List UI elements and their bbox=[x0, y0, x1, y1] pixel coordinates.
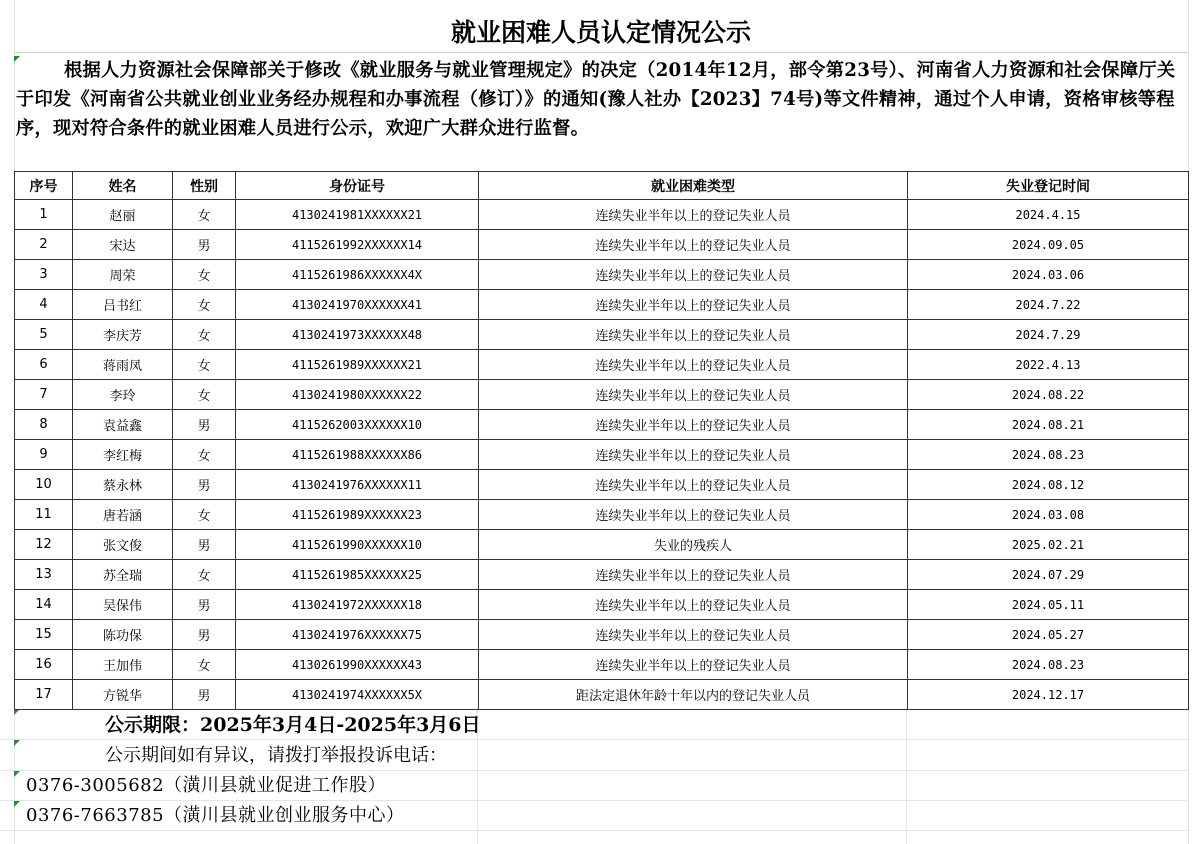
header-id-number: 身份证号 bbox=[236, 172, 479, 200]
cell-difficulty-type: 连续失业半年以上的登记失业人员 bbox=[479, 440, 908, 470]
cell-name: 吕书红 bbox=[73, 290, 173, 320]
header-name: 姓名 bbox=[73, 172, 173, 200]
header-registration-date: 失业登记时间 bbox=[908, 172, 1189, 200]
cell-name: 张文俊 bbox=[73, 530, 173, 560]
grid-line bbox=[0, 739, 1188, 740]
cell-id-number: 4130241981XXXXXX21 bbox=[236, 200, 479, 230]
cell-registration-date: 2024.7.22 bbox=[908, 290, 1189, 320]
cell-difficulty-type: 连续失业半年以上的登记失业人员 bbox=[479, 470, 908, 500]
header-difficulty-type: 就业困难类型 bbox=[479, 172, 908, 200]
table-row bbox=[15, 350, 1189, 380]
cell-registration-date: 2024.12.17 bbox=[908, 680, 1189, 710]
cell-name: 吴保伟 bbox=[73, 590, 173, 620]
cell-gender: 女 bbox=[173, 290, 236, 320]
cell-registration-date: 2024.03.08 bbox=[908, 500, 1189, 530]
cell-difficulty-type: 连续失业半年以上的登记失业人员 bbox=[479, 650, 908, 680]
cell-registration-date: 2024.08.23 bbox=[908, 440, 1189, 470]
table-row bbox=[15, 260, 1189, 290]
cell-gender: 男 bbox=[173, 470, 236, 500]
cell-id-number: 4130241980XXXXXX22 bbox=[236, 380, 479, 410]
table-row bbox=[15, 230, 1189, 260]
notice-period: 公示期限：2025年3月4日-2025年3月6日 bbox=[105, 714, 481, 736]
cell-difficulty-type: 连续失业半年以上的登记失业人员 bbox=[479, 350, 908, 380]
cell-gender: 女 bbox=[173, 650, 236, 680]
table-row bbox=[15, 590, 1189, 620]
cell-registration-date: 2024.08.21 bbox=[908, 410, 1189, 440]
cell-difficulty-type: 连续失业半年以上的登记失业人员 bbox=[479, 200, 908, 230]
cell-gender: 男 bbox=[173, 680, 236, 710]
intro-paragraph: 根据人力资源社会保障部关于修改《就业服务与就业管理规定》的决定（2014年12月，部令第23号）、河南省人力资源和社会保障厅关于印发《河南省公共就业创业业务经办规程和办事流程（修订）》的通知(豫人社办【2023】74号)等文件精神，通过个人申请，资格审核等程序，现对符合条件的就业困难人员进行公示，欢迎广大群众进行监督。 bbox=[16, 60, 1176, 139]
table-row bbox=[15, 410, 1189, 440]
cell-gender: 女 bbox=[173, 350, 236, 380]
cell-registration-date: 2024.09.05 bbox=[908, 230, 1189, 260]
cell-gender: 女 bbox=[173, 200, 236, 230]
cell-registration-date: 2024.05.27 bbox=[908, 620, 1189, 650]
cell-index: 10 bbox=[15, 470, 73, 500]
cell-name: 李庆芳 bbox=[73, 320, 173, 350]
cell-gender: 女 bbox=[173, 320, 236, 350]
cell-name: 蒋雨凤 bbox=[73, 350, 173, 380]
cell-gender: 男 bbox=[173, 620, 236, 650]
cell-registration-date: 2024.08.22 bbox=[908, 380, 1189, 410]
cell-index: 4 bbox=[15, 290, 73, 320]
cell-index: 15 bbox=[15, 620, 73, 650]
cell-id-number: 4115261988XXXXXX86 bbox=[236, 440, 479, 470]
objection-note: 公示期间如有异议，请拨打举报投诉电话： bbox=[105, 745, 447, 766]
cell-gender: 男 bbox=[173, 530, 236, 560]
cell-comment-marker bbox=[14, 801, 20, 807]
phone-employment-promotion: 0376-3005682（潢川县就业促进工作股） bbox=[26, 775, 387, 796]
cell-difficulty-type: 连续失业半年以上的登记失业人员 bbox=[479, 590, 908, 620]
cell-name: 陈功保 bbox=[73, 620, 173, 650]
cell-name: 李玲 bbox=[73, 380, 173, 410]
table-row bbox=[15, 320, 1189, 350]
table-row bbox=[15, 200, 1189, 230]
cell-id-number: 4130241974XXXXXX5X bbox=[236, 680, 479, 710]
cell-difficulty-type: 连续失业半年以上的登记失业人员 bbox=[479, 380, 908, 410]
grid-line bbox=[0, 770, 1188, 771]
cell-id-number: 4115261985XXXXXX25 bbox=[236, 560, 479, 590]
recipients-table bbox=[14, 171, 1189, 710]
cell-difficulty-type: 连续失业半年以上的登记失业人员 bbox=[479, 260, 908, 290]
cell-index: 2 bbox=[15, 230, 73, 260]
cell-comment-marker bbox=[14, 740, 20, 746]
cell-registration-date: 2024.07.29 bbox=[908, 560, 1189, 590]
cell-index: 7 bbox=[15, 380, 73, 410]
cell-index: 6 bbox=[15, 350, 73, 380]
cell-registration-date: 2024.4.15 bbox=[908, 200, 1189, 230]
cell-difficulty-type: 连续失业半年以上的登记失业人员 bbox=[479, 500, 908, 530]
cell-id-number: 4130241970XXXXXX41 bbox=[236, 290, 479, 320]
table-row bbox=[15, 380, 1189, 410]
cell-gender: 女 bbox=[173, 500, 236, 530]
cell-index: 3 bbox=[15, 260, 73, 290]
cell-name: 唐若涵 bbox=[73, 500, 173, 530]
cell-id-number: 4115261992XXXXXX14 bbox=[236, 230, 479, 260]
table-row bbox=[15, 680, 1189, 710]
cell-id-number: 4130261990XXXXXX43 bbox=[236, 650, 479, 680]
cell-registration-date: 2025.02.21 bbox=[908, 530, 1189, 560]
cell-id-number: 4115261990XXXXXX10 bbox=[236, 530, 479, 560]
cell-gender: 男 bbox=[173, 590, 236, 620]
header-gender: 性别 bbox=[173, 172, 236, 200]
table-body bbox=[15, 200, 1189, 710]
cell-index: 1 bbox=[15, 200, 73, 230]
cell-comment-marker bbox=[14, 771, 20, 777]
cell-registration-date: 2022.4.13 bbox=[908, 350, 1189, 380]
cell-gender: 女 bbox=[173, 260, 236, 290]
cell-difficulty-type: 失业的残疾人 bbox=[479, 530, 908, 560]
table-row bbox=[15, 530, 1189, 560]
table-row bbox=[15, 620, 1189, 650]
cell-name: 李红梅 bbox=[73, 440, 173, 470]
cell-registration-date: 2024.08.23 bbox=[908, 650, 1189, 680]
cell-difficulty-type: 连续失业半年以上的登记失业人员 bbox=[479, 560, 908, 590]
cell-registration-date: 2024.08.12 bbox=[908, 470, 1189, 500]
cell-difficulty-type: 连续失业半年以上的登记失业人员 bbox=[479, 620, 908, 650]
cell-name: 赵丽 bbox=[73, 200, 173, 230]
table-row bbox=[15, 650, 1189, 680]
cell-gender: 女 bbox=[173, 560, 236, 590]
cell-index: 12 bbox=[15, 530, 73, 560]
cell-difficulty-type: 连续失业半年以上的登记失业人员 bbox=[479, 410, 908, 440]
cell-index: 16 bbox=[15, 650, 73, 680]
grid-line bbox=[906, 708, 907, 844]
table-row bbox=[15, 470, 1189, 500]
cell-difficulty-type: 连续失业半年以上的登记失业人员 bbox=[479, 320, 908, 350]
cell-id-number: 4115261986XXXXXX4X bbox=[236, 260, 479, 290]
cell-index: 14 bbox=[15, 590, 73, 620]
cell-name: 方锐华 bbox=[73, 680, 173, 710]
cell-id-number: 4115262003XXXXXX10 bbox=[236, 410, 479, 440]
cell-registration-date: 2024.03.06 bbox=[908, 260, 1189, 290]
cell-index: 8 bbox=[15, 410, 73, 440]
cell-name: 袁益鑫 bbox=[73, 410, 173, 440]
cell-index: 13 bbox=[15, 560, 73, 590]
cell-gender: 女 bbox=[173, 440, 236, 470]
cell-id-number: 4115261989XXXXXX21 bbox=[236, 350, 479, 380]
cell-gender: 女 bbox=[173, 380, 236, 410]
phone-employment-service-center: 0376-7663785（潢川县就业创业服务中心） bbox=[26, 805, 405, 826]
grid-line bbox=[0, 800, 1188, 801]
cell-id-number: 4115261989XXXXXX23 bbox=[236, 500, 479, 530]
cell-name: 宋达 bbox=[73, 230, 173, 260]
table-row bbox=[15, 560, 1189, 590]
cell-id-number: 4130241976XXXXXX75 bbox=[236, 620, 479, 650]
cell-index: 11 bbox=[15, 500, 73, 530]
cell-registration-date: 2024.7.29 bbox=[908, 320, 1189, 350]
cell-name: 苏全瑞 bbox=[73, 560, 173, 590]
table-header-row bbox=[15, 172, 1189, 200]
cell-id-number: 4130241976XXXXXX11 bbox=[236, 470, 479, 500]
cell-id-number: 4130241973XXXXXX48 bbox=[236, 320, 479, 350]
table-row bbox=[15, 290, 1189, 320]
cell-gender: 男 bbox=[173, 410, 236, 440]
cell-difficulty-type: 距法定退休年龄十年以内的登记失业人员 bbox=[479, 680, 908, 710]
cell-index: 17 bbox=[15, 680, 73, 710]
cell-index: 9 bbox=[15, 440, 73, 470]
cell-difficulty-type: 连续失业半年以上的登记失业人员 bbox=[479, 230, 908, 260]
table-row bbox=[15, 440, 1189, 470]
cell-id-number: 4130241972XXXXXX18 bbox=[236, 590, 479, 620]
cell-gender: 男 bbox=[173, 230, 236, 260]
cell-name: 蔡永林 bbox=[73, 470, 173, 500]
header-index: 序号 bbox=[15, 172, 73, 200]
cell-name: 王加伟 bbox=[73, 650, 173, 680]
cell-index: 5 bbox=[15, 320, 73, 350]
table-row bbox=[15, 500, 1189, 530]
cell-difficulty-type: 连续失业半年以上的登记失业人员 bbox=[479, 290, 908, 320]
page-title: 就业困难人员认定情况公示 bbox=[14, 14, 1188, 53]
grid-line bbox=[0, 830, 1188, 831]
cell-name: 周荣 bbox=[73, 260, 173, 290]
cell-registration-date: 2024.05.11 bbox=[908, 590, 1189, 620]
